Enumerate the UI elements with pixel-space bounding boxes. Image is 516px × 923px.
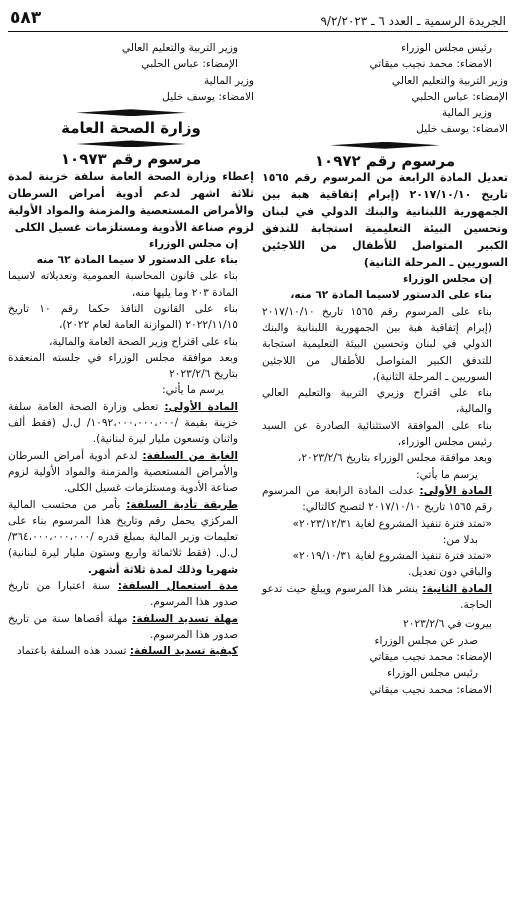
gazette-title: الجريدة الرسمية ـ العدد ٦ ـ ٩/٢/٢٠٢٣ <box>320 14 506 28</box>
page-number: ٥٨٣ <box>10 8 42 28</box>
signature-title: وزير المالية <box>441 107 492 120</box>
clause-text: بأمر من محتسب المالية المركزي يحمل رقم وتاريخ هذا المرسوم بناء على تعليمات وزير المالية بمبلغ قدره /٣٦٤،٠٠٠،٠٠٠،٠٠٠/ل.ل. (فقط ثلاثمائة واربع وستون مليار ليرة لبنانية) <box>8 498 238 560</box>
clause-label: طريقة تأدية السلفة: <box>126 498 238 511</box>
ministry-heading: وزارة الصحة العامة <box>61 119 201 138</box>
advance-repay-period <box>8 611 254 644</box>
right-column <box>262 40 508 698</box>
preamble-paragraph: بناء على اقتراح وزيري التربية والتعليم العالي والمالية، <box>262 387 492 416</box>
council-heading: إن مجلس الوزراء <box>148 237 238 250</box>
preamble-paragraph: بناء على الدستور لا سيما المادة ٦٢ منه <box>36 254 238 267</box>
signature-name: الامضاء: يوسف خليل <box>416 123 508 136</box>
preamble-paragraph: بناء على القانون النافذ حكما رقم ١٠ تاريخ ٢٠٢٢/١١/١٥ (الموازنة العامة لعام ٢٠٢٢)، <box>8 302 238 332</box>
clause-text: لدعم أدوية أمراض السرطان والأمراض المستعصية والمزمنة والمواد الأولية لزوم صناعة الأدوية ومستلزمات غسيل الكلى. <box>8 449 238 495</box>
signature-title: وزير التربية والتعليم العالي <box>121 42 238 54</box>
instead-of: بدلا من: <box>442 533 478 546</box>
clause-text: تسدد هذه السلفة باعتماد <box>16 645 127 658</box>
decree-title: مرسوم رقم ١٠٩٧٣ <box>60 150 202 169</box>
clause-text: سنة اعتبارا من تاريخ صدور هذا المرسوم. <box>8 580 238 609</box>
signature-title: رئيس مجلس الوزراء <box>387 667 478 680</box>
signature-name: الامضاء: محمد نجيب ميقاتي <box>369 58 492 71</box>
signature-title: وزير المالية <box>203 74 254 87</box>
decree-subject: إعطاء وزارة الصحة العامة سلفة خزينة لمدة ثلاثة اشهر لدعم أدوية أمراض السرطان والأمراض المستعصية والمزمنة والمواد الأولية لزوم صناعة الأدوية ومستلزمات غسيل الكلى <box>8 169 254 234</box>
issued-by: صدر عن مجلس الوزراء <box>374 634 478 647</box>
section-divider <box>262 142 508 149</box>
council-heading: إن مجلس الوزراء <box>402 273 492 286</box>
issue-place-date: بيروت في ٢٠٢٣/٢/٦ <box>403 618 492 631</box>
advance-goal <box>8 448 254 497</box>
section-divider <box>8 140 254 147</box>
clause-label: مدة استعمال السلفة: <box>117 580 238 593</box>
decrees-heading: يرسم ما يأتي: <box>162 384 224 397</box>
article-two <box>262 581 508 614</box>
article-text: ينشر هذا المرسوم ويبلغ حيث تدعو الحاجة. <box>262 582 492 612</box>
article-one <box>262 483 508 516</box>
preamble-paragraph: بناء على الدستور لاسيما المادة ٦٢ منه، <box>290 289 492 302</box>
quoted-text: «تمتد فترة تنفيذ المشروع لغاية ٢٠٢٣/١٢/٣١» <box>292 517 492 530</box>
section-divider <box>8 109 254 116</box>
signature-name: الامضاء: يوسف خليل <box>162 90 254 103</box>
advance-repay-method <box>8 643 254 659</box>
article-label: المادة الثانية: <box>422 582 492 595</box>
article-label: المادة الأولى: <box>419 484 493 497</box>
clause-bold-text: شهريا وذلك لمدة ثلاثة أشهر. <box>87 563 238 576</box>
page-header <box>8 6 508 32</box>
signature-name: الإمضاء: عباس الحلبي <box>141 58 238 71</box>
preamble-paragraph: بناء على قانون المحاسبة العمومية وتعديلاته لاسيما المادة ٢٠٣ وما يليها منه، <box>8 270 238 299</box>
signature-name: الامضاء: محمد نجيب ميقاتي <box>369 683 492 696</box>
advance-use-period <box>8 578 254 611</box>
signature-title: وزير التربية والتعليم العالي <box>391 74 508 87</box>
signature-title: رئيس مجلس الوزراء <box>401 42 492 54</box>
article-text: تعطى وزارة الصحة العامة سلفة خزينة بقيمة /١٠٩٢،٠٠٠،٠٠٠،٠٠٠/ ل.ل (فقط ألف واثنان وتسعون مليار ليرة لبنانية). <box>8 400 238 446</box>
columns <box>8 40 508 698</box>
decree-title: مرسوم رقم ١٠٩٧٢ <box>314 151 456 170</box>
preamble-paragraph: وبعد موافقة مجلس الوزراء في جلسته المنعقدة بتاريخ ٢٠٢٣/٢/٦ <box>8 351 238 381</box>
advance-method <box>8 497 254 578</box>
preamble-paragraph: بناء على اقتراح وزير الصحة العامة والمالية، <box>49 335 238 348</box>
article-text: عدلت المادة الرابعة من المرسوم رقم ١٥٦٥ تاريخ ٢٠١٧/١٠/١٠ لتصبح كالتالي: <box>262 484 492 514</box>
preamble-paragraph: بناء على الموافقة الاستثنائية الصادرة عن السيد رئيس مجلس الوزراء، <box>262 419 492 449</box>
left-column <box>8 40 254 698</box>
clause-label: الغاية من السلفة: <box>142 449 238 462</box>
signature-name: الإمضاء: عباس الحلبي <box>411 90 508 103</box>
article-one <box>8 399 254 448</box>
article-label: المادة الأولى: <box>164 400 238 413</box>
preamble-paragraph: بناء على المرسوم رقم ١٥٦٥ تاريخ ٢٠١٧/١٠/١٠ (إبرام إتفاقية هبة بين الجمهورية اللبنانية والبنك الدولي في لبنان وتحسين البيئة التعليمية استجابة للتدفق الكبير المتواصل للأطفال من اللاجئين السوريين ـ المرحلة الثانية)، <box>262 305 492 383</box>
decree-subject: تعديل المادة الرابعة من المرسوم رقم ١٥٦٥ تاريخ ٢٠١٧/١٠/١٠ (إبرام إتفاقية هبة بين الجمهورية اللبنانية والبنك الدولي في لبنان وتحسين البيئة التعليمية استجابة للتدفق الكبير المتواصل للأطفال من اللاجئين السوريين ـ المرحلة الثانية) <box>262 171 509 270</box>
clause-label: كيفية تسديد السلفة: <box>129 645 238 658</box>
decrees-heading: يرسم ما يأتي: <box>416 468 478 481</box>
preamble-paragraph: وبعد موافقة مجلس الوزراء بتاريخ ٢٠٢٣/٢/٦، <box>297 452 492 465</box>
clause-text: مهلة أقصاها سنة من تاريخ صدور هذا المرسوم. <box>8 612 238 641</box>
signature-name: الإمضاء: محمد نجيب ميقاتي <box>369 650 492 663</box>
quoted-text: «تمتد فترة تنفيذ المشروع لغاية ٢٠١٩/١٠/٣١» <box>292 550 492 563</box>
article-rest: والباقي دون تعديل. <box>408 566 492 579</box>
clause-label: مهلة تسديد السلفة: <box>132 612 238 625</box>
